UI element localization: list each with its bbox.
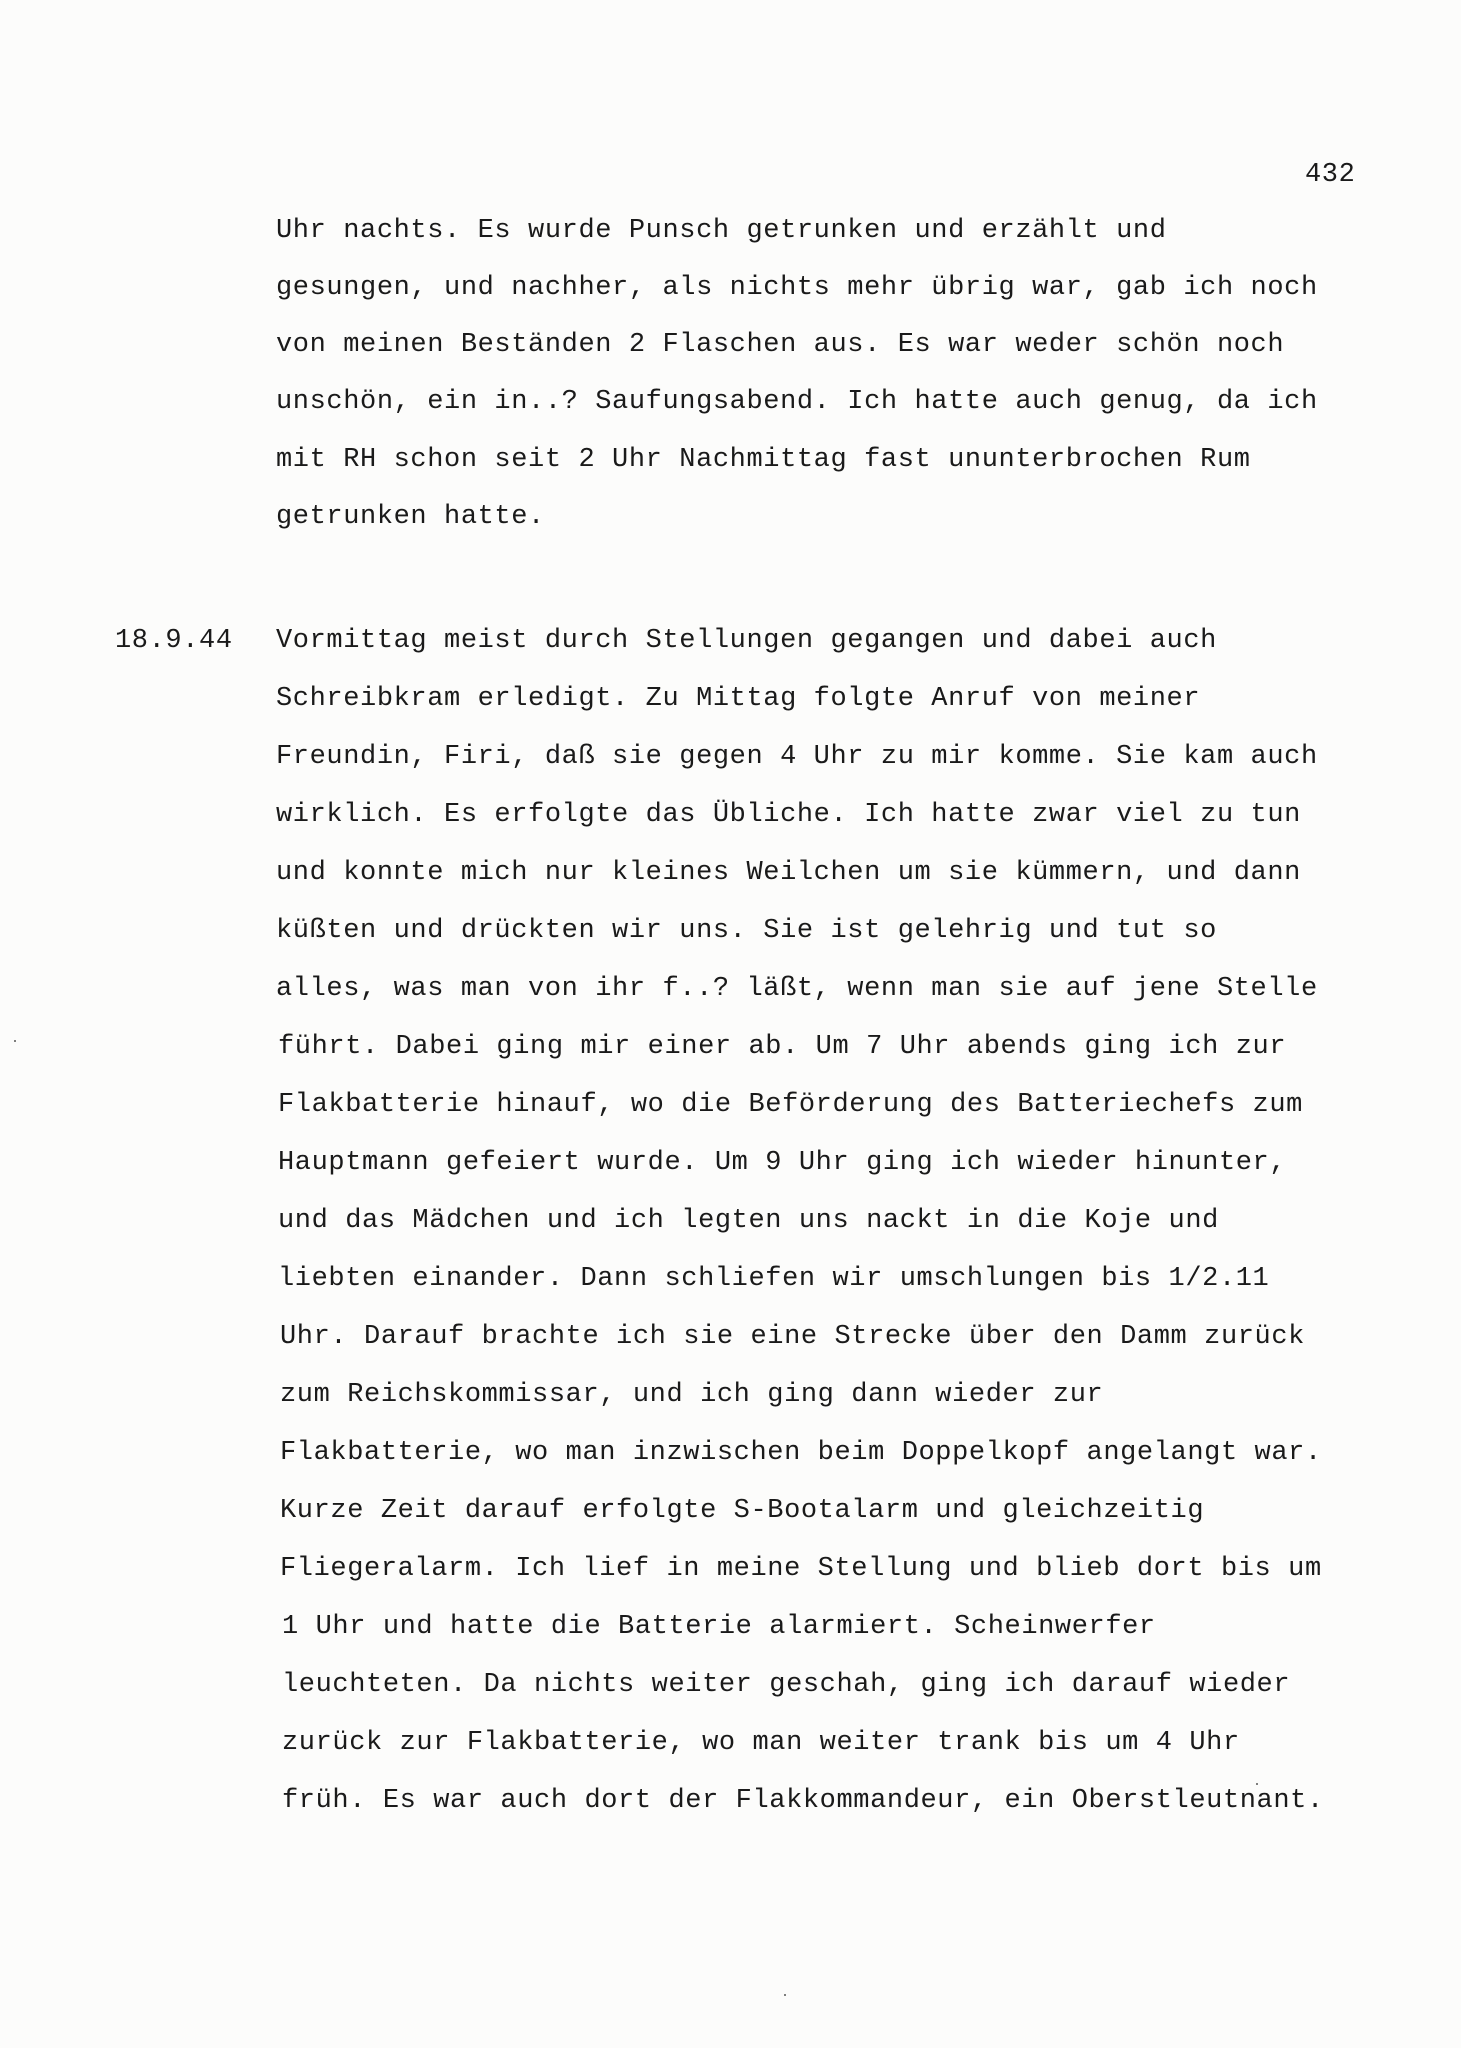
text-line: liebten einander. Dann schliefen wir umschlungen bis 1/2.11	[278, 1264, 1270, 1294]
text-line: und konnte mich nur kleines Weilchen um sie kümmern, und dann	[276, 858, 1301, 888]
text-line: zurück zur Flakbatterie, wo man weiter trank bis um 4 Uhr	[282, 1728, 1240, 1758]
text-line: Uhr. Darauf brachte ich sie eine Strecke über den Damm zurück	[280, 1322, 1305, 1352]
text-line: Fliegeralarm. Ich lief in meine Stellung und blieb dort bis um	[280, 1554, 1322, 1584]
text-line: Freundin, Firi, daß sie gegen 4 Uhr zu mir komme. Sie kam auch	[276, 742, 1318, 772]
text-line: 1 Uhr und hatte die Batterie alarmiert. Scheinwerfer	[282, 1612, 1156, 1642]
text-line: Vormittag meist durch Stellungen gegangen und dabei auch	[276, 626, 1217, 656]
scan-speck	[784, 1994, 786, 1996]
text-line: leuchteten. Da nichts weiter geschah, ging ich darauf wieder	[282, 1670, 1291, 1700]
entry-date: 18.9.44	[115, 626, 233, 656]
text-line: getrunken hatte.	[276, 502, 545, 532]
text-line: mit RH schon seit 2 Uhr Nachmittag fast ununterbrochen Rum	[276, 445, 1251, 475]
text-line: gesungen, und nachher, als nichts mehr übrig war, gab ich noch	[276, 273, 1318, 303]
text-line: führt. Dabei ging mir einer ab. Um 7 Uhr abends ging ich zur	[278, 1032, 1287, 1062]
scan-speck	[1256, 1783, 1258, 1785]
text-line: Hauptmann gefeiert wurde. Um 9 Uhr ging ich wieder hinunter,	[278, 1148, 1287, 1178]
text-line: Uhr nachts. Es wurde Punsch getrunken und erzählt und	[276, 216, 1167, 246]
text-line: Schreibkram erledigt. Zu Mittag folgte Anruf von meiner	[276, 684, 1201, 714]
scan-speck	[14, 1040, 16, 1042]
text-line: küßten und drückten wir uns. Sie ist gelehrig und tut so	[276, 916, 1217, 946]
text-line: von meinen Beständen 2 Flaschen aus. Es war weder schön noch	[276, 330, 1285, 360]
text-line: früh. Es war auch dort der Flakkommandeur, ein Oberstleutnant.	[282, 1786, 1324, 1816]
text-line: alles, was man von ihr f..? läßt, wenn man sie auf jene Stelle	[276, 974, 1318, 1004]
text-line: und das Mädchen und ich legten uns nackt in die Koje und	[278, 1206, 1219, 1236]
text-line: unschön, ein in..? Saufungsabend. Ich hatte auch genug, da ich	[276, 387, 1318, 417]
text-line: Flakbatterie hinauf, wo die Beförderung des Batteriechefs zum	[278, 1090, 1303, 1120]
text-line: Flakbatterie, wo man inzwischen beim Doppelkopf angelangt war.	[280, 1438, 1322, 1468]
text-line: wirklich. Es erfolgte das Übliche. Ich hatte zwar viel zu tun	[276, 800, 1301, 830]
page-number: 432	[1305, 160, 1356, 190]
text-line: zum Reichskommissar, und ich ging dann wieder zur	[280, 1380, 1104, 1410]
text-line: Kurze Zeit darauf erfolgte S-Bootalarm und gleichzeitig	[280, 1496, 1205, 1526]
